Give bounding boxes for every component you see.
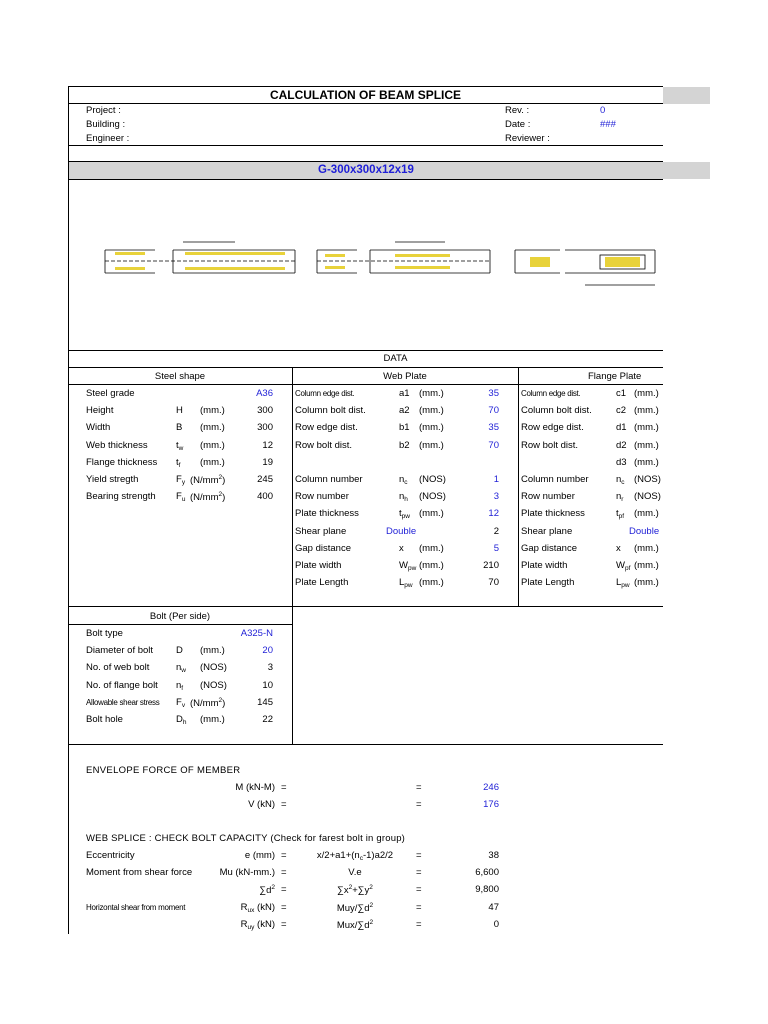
web-row-label: Row number [295, 491, 349, 503]
envelope-row-eq: = [416, 798, 422, 810]
bolt-row-label: No. of web bolt [86, 662, 150, 674]
bolt-row-value: A325-N [240, 628, 273, 639]
flange-row-symbol: c1 [616, 388, 627, 399]
web-row-unit: (mm.) [419, 577, 444, 589]
web-row-unit: (mm.) [419, 422, 444, 434]
bolt-row-value: 20 [262, 645, 273, 657]
flange-row-unit: (mm.) [634, 439, 659, 451]
flange-row-unit: (mm.) [634, 388, 659, 399]
websplice-row-value: 38 [488, 850, 499, 861]
reviewer-label: Reviewer : [505, 133, 550, 144]
websplice-row-symbol: Mu (kN-mm.) [219, 867, 275, 879]
bolt-row-unit: (NOS) [200, 679, 227, 691]
left-border [68, 86, 69, 934]
bolt-row-label: Bolt type [86, 628, 123, 639]
websplice-row-value: 47 [488, 901, 499, 913]
bolt-row-symbol: $n_w$ [176, 662, 186, 675]
web-row-label: Plate thickness [295, 508, 359, 520]
flange-row-label: Row bolt dist. [521, 439, 579, 451]
steel-row-symbol: $F_y$ [176, 474, 186, 486]
bolt-marks-left [115, 252, 285, 270]
web-row-symbol: a1 [399, 388, 410, 399]
web-row-symbol: $L_{pw}$ [399, 577, 413, 590]
websplice-row-label: Eccentricity [86, 850, 135, 861]
flange-row-label: Column edge dist. [521, 389, 581, 398]
steel-row-value: A36 [256, 388, 273, 399]
bolt-marks-middle [325, 254, 450, 269]
flange-row-unit: (mm.) [634, 577, 659, 589]
web-row-label: Column bolt dist. [295, 405, 366, 417]
bolt-row-unit: (mm.) [200, 645, 225, 657]
web-row-label: Row bolt dist. [295, 439, 353, 451]
web-row-label: Shear plane [295, 525, 347, 537]
steel-row-label: Width [86, 422, 111, 434]
flange-row-label: Column number [521, 474, 589, 485]
web-row-symbol: x [399, 542, 404, 554]
steel-row-value: 245 [257, 474, 273, 485]
websplice-row-formula: V.e [348, 867, 362, 879]
web-row-value: 5 [493, 542, 499, 554]
websplice-row-label: Moment from shear force [86, 867, 193, 879]
steel-row-unit: (mm.) [200, 405, 225, 417]
bolt-row-unit: $(N/mm^2)$ [190, 696, 226, 709]
websplice-row-eq: = [416, 850, 422, 861]
websplice-row-eq: = [416, 901, 422, 913]
steel-row-value: 300 [257, 422, 273, 434]
flange-row-symbol: d2 [616, 439, 627, 451]
building-label: Building : [86, 119, 126, 130]
websplice-row-value: 0 [493, 918, 499, 930]
flange-row-label: Row edge dist. [521, 422, 584, 434]
web-row-symbol: $n_h$ [399, 491, 408, 504]
steel-row-unit: $(N/mm^2)$ [190, 491, 226, 504]
bolt-row-value: 145 [257, 696, 273, 708]
steel-row-label: Steel grade [86, 388, 135, 399]
steel-row-symbol: $t_f$ [176, 456, 181, 469]
steel-row-symbol: $F_u$ [176, 491, 186, 504]
steel-row-value: 300 [257, 405, 273, 417]
steel-row-label: Web thickness [86, 439, 148, 451]
flange-row-label: Row number [521, 491, 575, 503]
bolt-row-value: 3 [267, 662, 273, 674]
websplice-row-symbol: e (mm) [244, 850, 275, 861]
flange-row-symbol: $W_{pf}$ [616, 560, 631, 572]
bolt-row-value: 22 [262, 714, 273, 725]
websplice-row-eq: = [281, 850, 287, 861]
web-title: Web Plate [383, 371, 427, 382]
envelope-title: ENVELOPE FORCE OF MEMBER [86, 765, 241, 776]
envelope-row-label: V (kN) [248, 798, 275, 810]
websplice-row-symbol: $\sum d^2$ [259, 884, 275, 897]
web-row-value: 3 [493, 491, 499, 503]
flange-row-label: Column bolt dist. [521, 405, 592, 417]
websplice-row-eq: = [281, 901, 287, 913]
web-row-unit: (mm.) [419, 439, 444, 451]
bolt-row-value: 10 [262, 679, 273, 691]
websplice-row-symbol: $R_{uy}$ (kN) [240, 918, 275, 931]
web-row-symbol: b2 [399, 439, 410, 451]
bolt-row-label: Bolt hole [86, 714, 123, 725]
steel-row-unit: $(N/mm^2)$ [190, 474, 226, 486]
websplice-title: WEB SPLICE : CHECK BOLT CAPACITY (Check for farest bolt in group) [86, 833, 406, 844]
engineer-label: Engineer : [86, 133, 130, 144]
web-row-unit: (mm.) [419, 542, 444, 554]
flange-row-symbol: d1 [616, 422, 627, 434]
envelope-row-eq: = [281, 798, 287, 810]
web-row-symbol: $W_{pw}$ [399, 560, 417, 572]
flange-row-symbol: x [616, 542, 621, 554]
flange-row-symbol: $n_c$ [616, 474, 625, 486]
web-row-symbol: $n_c$ [399, 474, 408, 486]
envelope-row-eq: = [281, 782, 287, 793]
flange-row-label: Gap distance [521, 542, 577, 554]
steel-row-value: 19 [262, 456, 273, 468]
rev-label: Rev. : [505, 105, 530, 116]
web-row-unit: (mm.) [419, 388, 444, 399]
websplice-row-value: 6,600 [475, 867, 499, 879]
web-row-symbol: b1 [399, 422, 410, 434]
title-band-right [663, 87, 710, 104]
steel-title: Steel shape [154, 371, 206, 382]
bolt-row-symbol: $n_f$ [176, 679, 184, 692]
envelope-row-value: 246 [483, 782, 499, 793]
web-row-value: 2 [493, 525, 499, 537]
flange-row-symbol: $L_{pw}$ [616, 577, 630, 590]
flange-row-unit: (mm.) [634, 508, 659, 520]
web-row-symbol: $t_{pw}$ [399, 508, 410, 521]
web-row-label: Column edge dist. [295, 389, 355, 398]
web-row-symbol: a2 [399, 405, 410, 417]
web-row-value: 210 [483, 560, 499, 571]
web-row-label: Plate width [295, 560, 342, 571]
bolt-row-label: Allowable shear stress [86, 697, 160, 707]
flange-row-unit: (mm.) [634, 560, 659, 571]
flange-row-unit: (NOS) [634, 491, 661, 503]
steel-row-label: Height [86, 405, 114, 417]
steel-row-label: Yield stregth [86, 474, 139, 485]
steel-row-unit: (mm.) [200, 422, 225, 434]
web-row-value: 12 [488, 508, 499, 520]
top-view-right [515, 250, 655, 285]
flange-row-label: Plate thickness [521, 508, 585, 520]
web-row-value: 35 [488, 388, 499, 399]
project-label: Project : [86, 105, 121, 116]
flange-row-label: Plate Length [521, 577, 575, 589]
websplice-row-formula: $x/2+a1+(n_c-1)a2/2$ [316, 850, 394, 862]
web-row-value: 70 [488, 439, 499, 451]
data-title: DATA [383, 353, 408, 364]
websplice-row-eq: = [416, 884, 422, 896]
flange-row-label: Plate width [521, 560, 568, 571]
websplice-row-label: Horizontal shear from moment [86, 902, 186, 912]
flange-row-unit: (mm.) [634, 422, 659, 434]
steel-row-symbol: B [176, 422, 183, 434]
flange-row-symbol: Double [629, 525, 660, 537]
web-row-label: Plate Length [295, 577, 349, 589]
flange-row-unit: (NOS) [634, 474, 661, 485]
bolt-marks-right [530, 257, 640, 267]
steel-row-unit: (mm.) [200, 439, 225, 451]
flange-row-unit: (mm.) [634, 542, 659, 554]
websplice-row-eq: = [416, 918, 422, 930]
flange-row-symbol: c2 [616, 405, 627, 417]
web-row-unit: (mm.) [419, 508, 444, 520]
envelope-row-value: 176 [483, 798, 499, 810]
websplice-row-eq: = [281, 884, 287, 896]
web-row-label: Row edge dist. [295, 422, 358, 434]
flange-row-label: Shear plane [521, 525, 573, 537]
bolt-title: Bolt (Per side) [149, 611, 211, 622]
bolt-row-unit: (mm.) [200, 714, 225, 725]
web-row-label: Gap distance [295, 542, 351, 554]
bolt-row-label: No. of flange bolt [86, 679, 158, 691]
bolt-row-symbol: D [176, 645, 183, 657]
web-row-value: 70 [488, 577, 499, 589]
date-label: Date : [505, 119, 531, 130]
steel-row-symbol: H [176, 405, 183, 417]
page-title: CALCULATION OF BEAM SPLICE [269, 88, 462, 102]
web-row-value: 35 [488, 422, 499, 434]
envelope-row-label: M (kN-M) [235, 782, 275, 793]
web-row-symbol: Double [386, 525, 417, 537]
bolt-row-symbol: $D_h$ [176, 714, 187, 726]
flange-title: Flange Plate [588, 371, 642, 382]
bolt-row-unit: (NOS) [200, 662, 227, 674]
web-row-unit: (NOS) [419, 491, 446, 503]
websplice-row-eq: = [281, 867, 287, 879]
steel-row-label: Flange thickness [86, 456, 158, 468]
rev-value: 0 [600, 105, 606, 116]
web-row-label: Column number [295, 474, 363, 485]
date-value: ### [600, 119, 616, 130]
web-row-unit: (mm.) [419, 560, 444, 571]
steel-row-label: Bearing strength [86, 491, 156, 503]
websplice-row-symbol: $R_{ux}$ (kN) [240, 901, 275, 914]
web-row-value: 70 [488, 405, 499, 417]
flange-row-unit: (mm.) [634, 456, 659, 468]
websplice-row-eq: = [281, 918, 287, 930]
websplice-row-eq: = [416, 867, 422, 879]
beam-splice-drawing [95, 230, 665, 300]
steel-row-value: 400 [257, 491, 273, 503]
websplice-row-formula: $\sum x^2+\sum y^2$ [337, 884, 373, 897]
bolt-row-symbol: $F_v$ [176, 696, 186, 709]
web-row-value: 1 [493, 474, 499, 485]
steel-row-unit: (mm.) [200, 456, 225, 468]
flange-row-symbol: $t_{pf}$ [616, 508, 625, 521]
flange-row-symbol: $n_r$ [616, 491, 624, 504]
steel-row-value: 12 [262, 439, 273, 451]
steel-row-symbol: $t_w$ [176, 439, 184, 452]
flange-row-symbol: d3 [616, 456, 627, 468]
flange-row-unit: (mm.) [634, 405, 659, 417]
web-row-unit: (NOS) [419, 474, 446, 485]
bolt-row-label: Diameter of bolt [86, 645, 154, 657]
websplice-row-formula: Mux/$\sum d^2$ [336, 918, 374, 931]
websplice-row-value: 9,800 [475, 884, 499, 896]
web-row-unit: (mm.) [419, 405, 444, 417]
envelope-row-eq: = [416, 782, 422, 793]
section-name: G-300x300x12x19 [318, 164, 414, 176]
websplice-row-formula: Muy/$\sum d^2$ [336, 901, 374, 914]
